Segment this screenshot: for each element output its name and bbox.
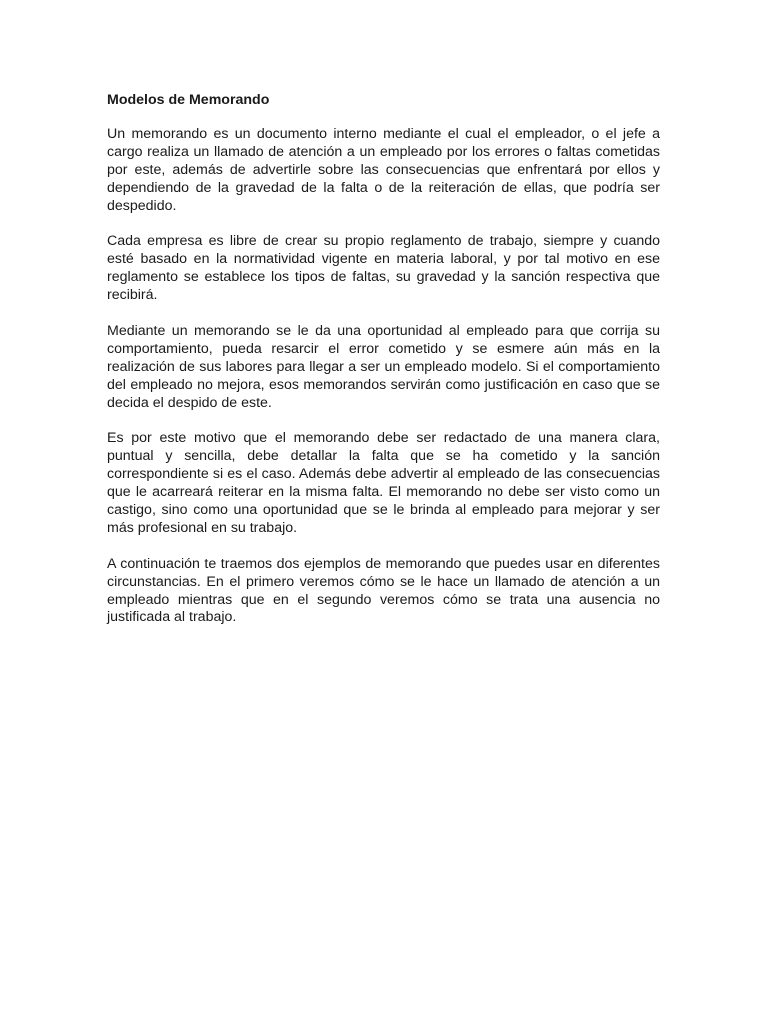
paragraph-3: Mediante un memorando se le da una oportunidad al empleado para que corrija su comportamiento, pueda resarcir el error cometido y se esmere aún más en la realización de sus labores para llegar a ser un empleado modelo. Si el comportamiento del empleado no mejora, esos memorandos servirán como justificación en caso que se decida el despido de este. — [107, 322, 660, 411]
document-body — [107, 91, 660, 627]
paragraph-1: Un memorando es un documento interno mediante el cual el empleador, o el jefe a cargo realiza un llamado de atención a un empleado por los errores o faltas cometidas por este, además de advertirle sobre las consecuencias que enfrentará por ellos y dependiendo de la gravedad de la falta o de la reiteración de ellas, que podría ser despedido. — [107, 126, 660, 214]
paragraph-5: A continuación te traemos dos ejemplos de memorando que puedes usar en diferentes circunstancias. En el primero veremos cómo se le hace un llamado de atención a un empleado mientras que en el segundo veremos cómo se trata una ausencia no justificada al trabajo. — [107, 555, 660, 626]
paragraph-2: Cada empresa es libre de crear su propio reglamento de trabajo, siempre y cuando esté basado en la normatividad vigente en materia laboral, y por tal motivo en ese reglamento se establece los tipos de faltas, su gravedad y la sanción respectiva que recibirá. — [107, 233, 660, 304]
paragraph-4: Es por este motivo que el memorando debe ser redactado de una manera clara, puntual y sencilla, debe detallar la falta que se ha cometido y la sanción correspondiente si es el caso. Además debe advertir al empleado de las consecuencias que le acarreará reiterar en la misma falta. El memorando no debe ser visto como un castigo, sino como una oportunidad que se le brinda al empleado para mejorar y ser más profesional en su trabajo. — [107, 430, 660, 536]
document-title: Modelos de Memorando — [107, 92, 270, 108]
